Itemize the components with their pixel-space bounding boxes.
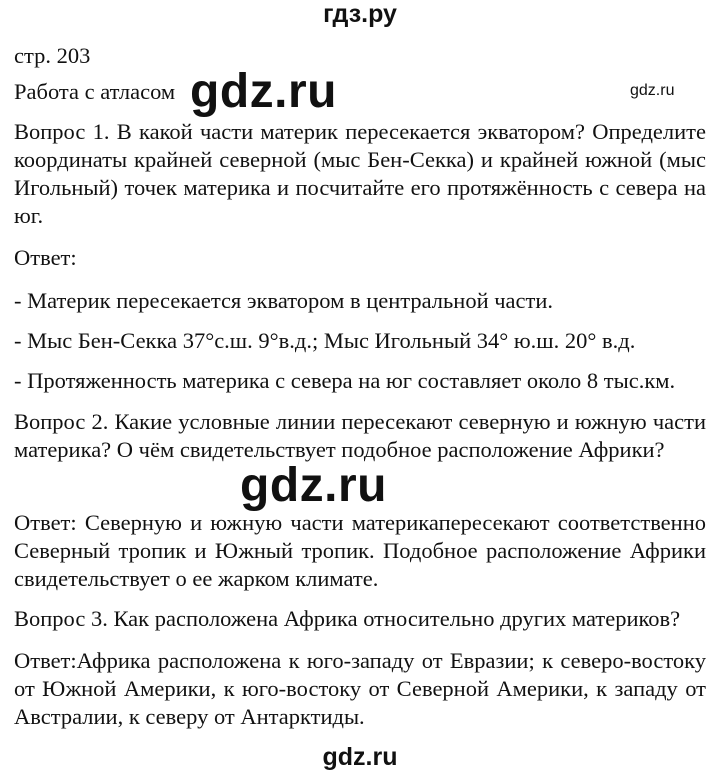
site-header: гдз.ру xyxy=(323,0,397,28)
watermark-logo: gdz.ru xyxy=(190,65,337,118)
answer-2: Ответ: Северную и южную части материкапересекают соответственно Северный тропик и Южный тропик. Подобное расположение Африки свидетельствует о ее жарком климате. xyxy=(14,510,706,591)
answer-3: Ответ:Африка расположена к юго-западу от Евразии; к северо-востоку от Южной Америки, к юго-востоку от Северной Америки, к западу от Австралии, к северу от Антарктиды. xyxy=(14,648,706,729)
watermark-small: gdz.ru xyxy=(630,82,675,99)
question-1: Вопрос 1. В какой части материк пересекается экватором? Определите координаты крайней северной (мыс Бен-Секка) и крайней южной (мыс Игольный) точек материка и посчитайте его протяжённость с севера на юг. xyxy=(14,119,706,228)
question-2: Вопрос 2. Какие условные линии пересекают северную и южную части материка? О чём свидетельствует подобное расположение Африки? xyxy=(14,409,706,462)
question-3: Вопрос 3. Как расположена Африка относительно других материков? xyxy=(14,606,681,631)
answer-1-item: - Протяженность материка с севера на юг составляет около 8 тыс.км. xyxy=(14,368,676,393)
answer-1-item: - Мыс Бен-Секка 37°с.ш. 9°в.д.; Мыс Игольный 34° ю.ш. 20° в.д. xyxy=(14,328,636,353)
answer-1-item: - Материк пересекается экватором в центральной части. xyxy=(14,288,554,313)
page-reference: стр. 203 xyxy=(14,43,91,68)
answer-1-label: Ответ: xyxy=(14,245,77,270)
site-footer: gdz.ru xyxy=(322,743,398,771)
section-title: Работа с атласом xyxy=(14,79,176,104)
watermark-logo: gdz.ru xyxy=(240,459,387,512)
